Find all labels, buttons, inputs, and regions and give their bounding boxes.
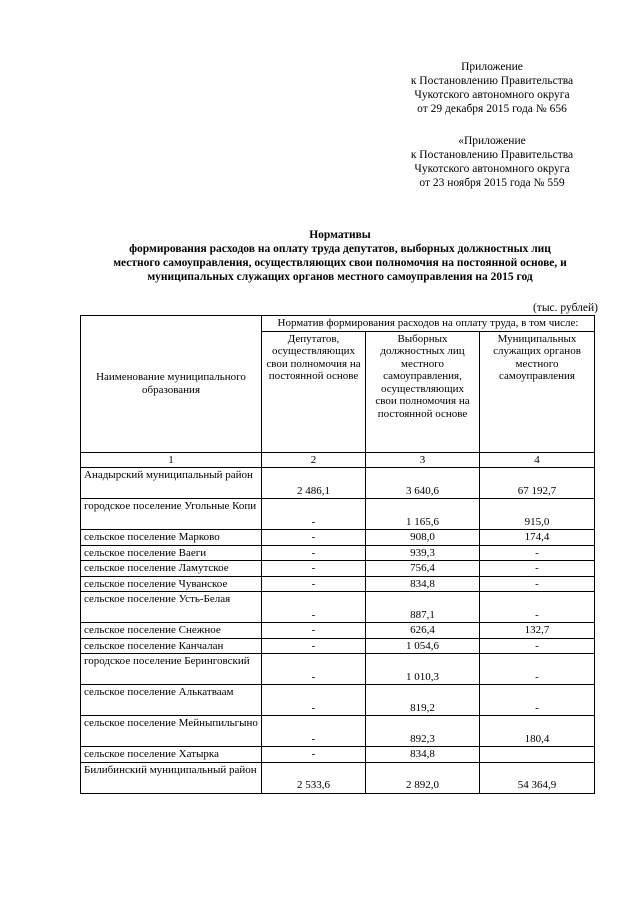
table-row: [81, 561, 595, 577]
table-row: [81, 499, 595, 530]
header-norm-group: Норматив формирования расходов на оплату труда, в том числе:: [262, 316, 595, 332]
table-row: [81, 747, 595, 763]
servants-value: -: [480, 654, 595, 685]
servants-value: 132,7: [480, 623, 595, 639]
officials-value: 1 054,6: [366, 638, 480, 654]
officials-value: 626,4: [366, 623, 480, 639]
table-row: [81, 654, 595, 685]
servants-value: -: [480, 576, 595, 592]
municipality-name: городское поселение Угольные Копи: [81, 499, 262, 530]
municipality-name: сельское поселение Канчалан: [81, 638, 262, 654]
deputies-value: 2 486,1: [262, 468, 366, 499]
header-deputies: Депутатов, осуществляющих свои полномочия на постоянной основе: [262, 331, 366, 452]
officials-value: 834,8: [366, 576, 480, 592]
municipality-name: сельское поселение Усть-Белая: [81, 592, 262, 623]
officials-value: 2 892,0: [366, 762, 480, 793]
officials-value: 819,2: [366, 685, 480, 716]
appendix-line: от 29 декабря 2015 года № 656: [417, 103, 567, 115]
deputies-value: 2 533,6: [262, 762, 366, 793]
servants-value: 180,4: [480, 716, 595, 747]
table-row: [81, 576, 595, 592]
municipality-name: сельское поселение Ламутское: [81, 561, 262, 577]
officials-value: 887,1: [366, 592, 480, 623]
municipality-name: сельское поселение Хатырка: [81, 747, 262, 763]
servants-value: -: [480, 545, 595, 561]
servants-value: -: [480, 592, 595, 623]
officials-value: 756,4: [366, 561, 480, 577]
municipality-name: Билибинский муниципальный район: [81, 762, 262, 793]
deputies-value: -: [262, 592, 366, 623]
servants-value: -: [480, 638, 595, 654]
officials-value: 3 640,6: [366, 468, 480, 499]
norms-table: [80, 315, 595, 794]
servants-value: 67 192,7: [480, 468, 595, 499]
header-servants: Муниципальных служащих органов местного самоуправления: [480, 331, 595, 452]
appendix-line: Приложение: [461, 61, 523, 73]
deputies-value: -: [262, 545, 366, 561]
col-number: 3: [366, 452, 480, 468]
deputies-value: -: [262, 530, 366, 546]
municipality-name: сельское поселение Снежное: [81, 623, 262, 639]
appendix-previous-reference: [392, 134, 592, 190]
deputies-value: -: [262, 638, 366, 654]
title-line: местного самоуправления, осуществляющих свои полномочия на постоянной основе, и: [113, 257, 567, 269]
servants-value: 174,4: [480, 530, 595, 546]
deputies-value: -: [262, 747, 366, 763]
table-row: [81, 592, 595, 623]
deputies-value: -: [262, 654, 366, 685]
municipality-name: сельское поселение Алькатваам: [81, 685, 262, 716]
deputies-value: -: [262, 499, 366, 530]
deputies-value: -: [262, 576, 366, 592]
appendix-current-reference: [392, 60, 592, 116]
servants-value: 54 364,9: [480, 762, 595, 793]
table-row: [81, 545, 595, 561]
title-line: формирования расходов на оплату труда депутатов, выборных должностных лиц: [129, 243, 551, 255]
municipality-name: сельское поселение Мейныпильгыно: [81, 716, 262, 747]
appendix-line: Чукотского автономного округа: [414, 163, 570, 175]
deputies-value: -: [262, 561, 366, 577]
deputies-value: -: [262, 716, 366, 747]
officials-value: 908,0: [366, 530, 480, 546]
table-row: [81, 638, 595, 654]
appendix-line: Чукотского автономного округа: [414, 89, 570, 101]
col-number: 2: [262, 452, 366, 468]
officials-value: 892,3: [366, 716, 480, 747]
col-number: 4: [480, 452, 595, 468]
appendix-line: к Постановлению Правительства: [410, 75, 574, 87]
header-municipality-name: Наименование муниципального образования: [81, 316, 262, 453]
municipality-name: городское поселение Беринговский: [81, 654, 262, 685]
municipality-name: сельское поселение Ваеги: [81, 545, 262, 561]
officials-value: 1 165,6: [366, 499, 480, 530]
units-note: (тыс. рублей): [532, 302, 598, 314]
officials-value: 939,3: [366, 545, 480, 561]
header-officials: Выборных должностных лиц местного самоуправления, осуществляющих свои полномочия на постоянной основе: [366, 331, 480, 452]
municipality-name: сельское поселение Марково: [81, 530, 262, 546]
appendix-line: от 23 ноября 2015 года № 559: [419, 177, 565, 189]
table-row: [81, 623, 595, 639]
servants-value: [480, 747, 595, 763]
title-line: муниципальных служащих органов местного самоуправления на 2015 год: [147, 271, 533, 283]
municipality-name: сельское поселение Чуванское: [81, 576, 262, 592]
document-title: [80, 228, 600, 284]
servants-value: 915,0: [480, 499, 595, 530]
deputies-value: -: [262, 685, 366, 716]
table-row: [81, 685, 595, 716]
officials-value: 834,8: [366, 747, 480, 763]
col-number: 1: [81, 452, 262, 468]
officials-value: 1 010,3: [366, 654, 480, 685]
table-row: [81, 468, 595, 499]
servants-value: -: [480, 561, 595, 577]
deputies-value: -: [262, 623, 366, 639]
municipality-name: Анадырский муниципальный район: [81, 468, 262, 499]
table-row: [81, 762, 595, 793]
title-line: Нормативы: [309, 229, 371, 241]
appendix-line: к Постановлению Правительства: [410, 149, 574, 161]
appendix-line: «Приложение: [458, 135, 526, 147]
servants-value: -: [480, 685, 595, 716]
table-row: [81, 530, 595, 546]
table-row: [81, 716, 595, 747]
